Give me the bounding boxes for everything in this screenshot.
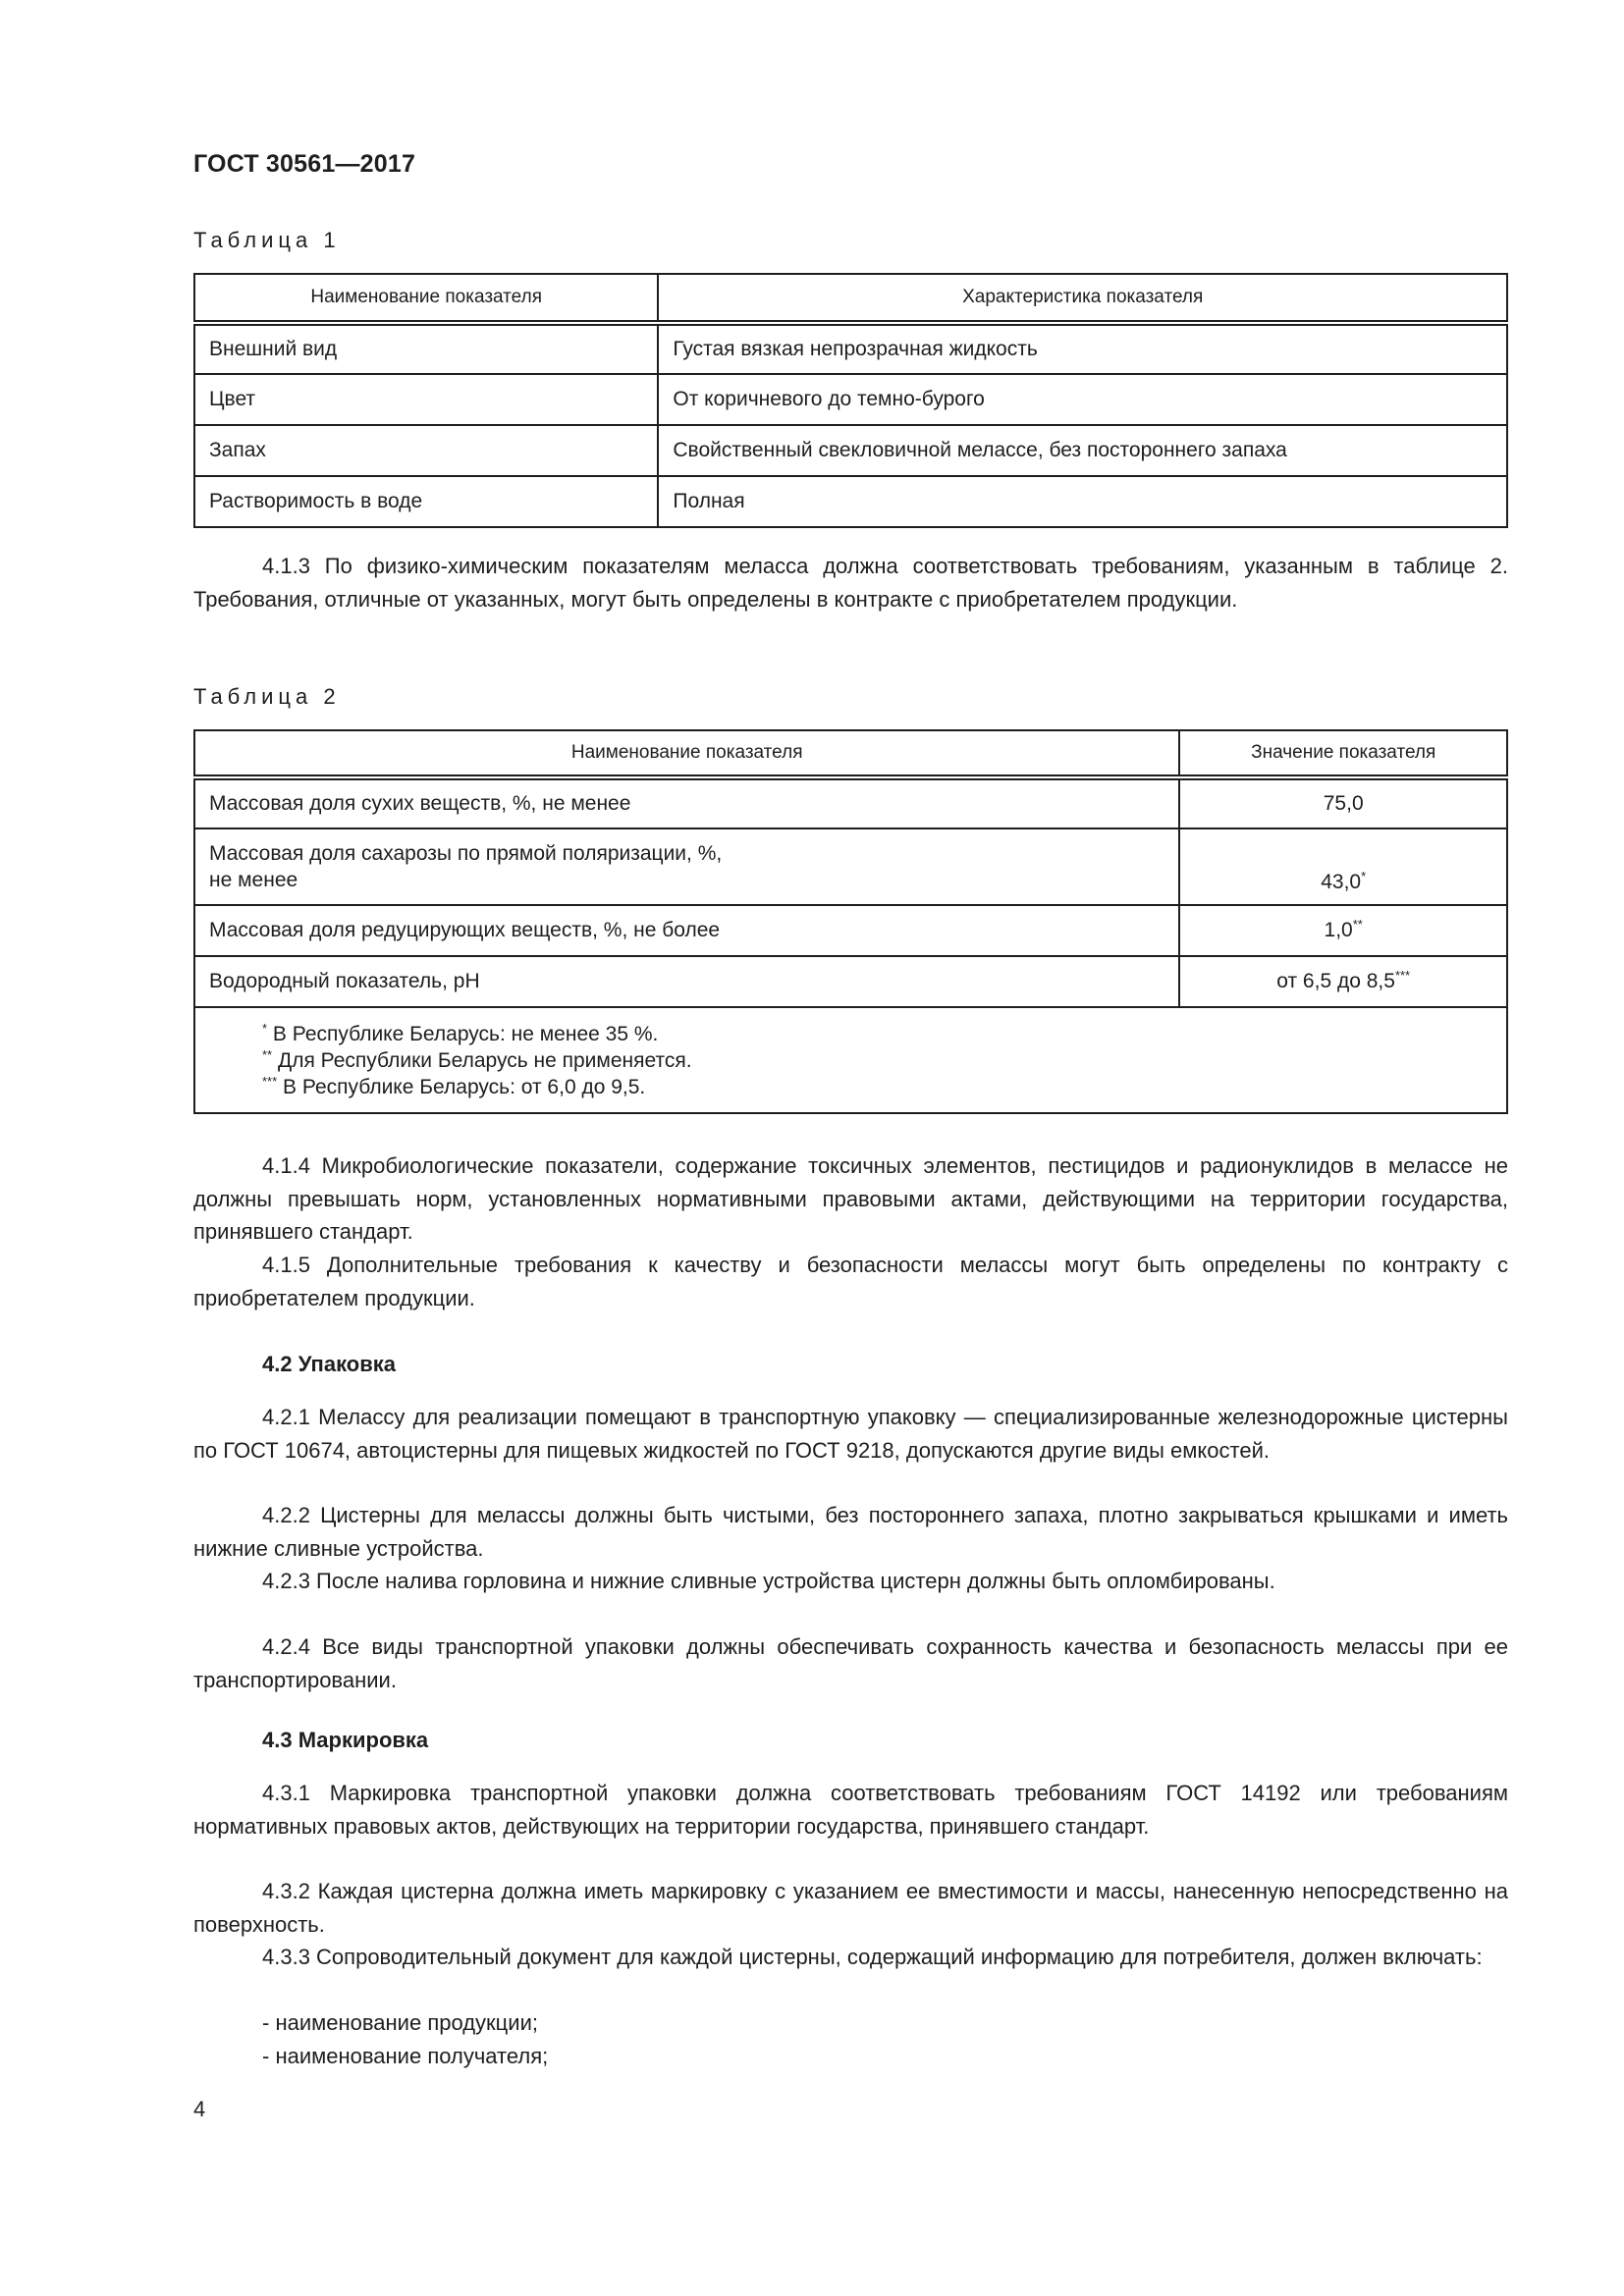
footnote-text: В Республике Беларусь: не менее 35 %. xyxy=(272,1022,659,1045)
table2-value-cell xyxy=(1179,828,1507,905)
paragraph-4-1-3 xyxy=(193,550,1508,615)
value-text: 1,0 xyxy=(1324,919,1353,941)
footnote-mark: ** xyxy=(1352,917,1363,932)
name-line: Массовая доля сахарозы по прямой поляризации, %, xyxy=(209,842,723,865)
table2-name-cell xyxy=(194,828,1179,905)
paragraph-text: 4.3.1 Маркировка транспортной упаковки должна соответствовать требованиям ГОСТ 14192 или требованиям нормативных правовых актов, действующих на территории государства, принявшего стандарт. xyxy=(193,1781,1508,1839)
page-number: 4 xyxy=(193,2097,206,2121)
section-heading-4-2: 4.2 Упаковка xyxy=(262,1352,396,1376)
table2-name-cell: Массовая доля сухих веществ, %, не менее xyxy=(194,777,1179,828)
table1-cell: Запах xyxy=(194,425,658,476)
document-title: ГОСТ 30561—2017 xyxy=(193,150,416,178)
name-line: не менее xyxy=(209,869,298,891)
table-row xyxy=(194,956,1507,1007)
paragraph-4-1-4 xyxy=(193,1149,1508,1249)
table1-header-characteristic: Характеристика показателя xyxy=(658,274,1507,323)
footnote xyxy=(262,1021,1492,1047)
value-text: 43,0 xyxy=(1321,871,1362,893)
paragraph-4-3-3 xyxy=(193,1941,1508,1974)
footnote-mark: *** xyxy=(1394,968,1411,983)
table2-header-value: Значение показателя xyxy=(1179,730,1507,777)
table2-name-cell: Массовая доля редуцирующих веществ, %, не более xyxy=(194,905,1179,956)
table-row xyxy=(194,323,1507,374)
footnote-text: В Республике Беларусь: от 6,0 до 9,5. xyxy=(283,1075,646,1098)
paragraph-text: 4.2.1 Мелассу для реализации помещают в транспортную упаковку — специализированные железнодорожные цистерны по ГОСТ 10674, автоцистерны для пищевых жидкостей по ГОСТ 9218, допускаются другие виды емкостей. xyxy=(193,1405,1508,1463)
table1-cell: Растворимость в воде xyxy=(194,476,658,527)
table2-footnotes-row xyxy=(194,1007,1507,1113)
value-text: 75,0 xyxy=(1323,792,1364,815)
footnote-mark: ** xyxy=(262,1046,273,1062)
table1-caption: Таблица 1 xyxy=(193,228,341,252)
table1-cell: От коричневого до темно-бурого xyxy=(658,374,1507,425)
table-row xyxy=(194,476,1507,527)
table2 xyxy=(193,729,1508,1114)
table2-name-cell: Водородный показатель, pH xyxy=(194,956,1179,1007)
table2-caption: Таблица 2 xyxy=(193,684,341,709)
paragraph-text: 4.1.4 Микробиологические показатели, содержание токсичных элементов, пестицидов и радионуклидов в мелассе не должны превышать норм, установленных нормативными правовыми актами, действующими на территории государства, принявшего стандарт. xyxy=(193,1153,1508,1244)
table2-value-cell xyxy=(1179,956,1507,1007)
table1-header-name: Наименование показателя xyxy=(194,274,658,323)
paragraph-4-3-1 xyxy=(193,1777,1508,1842)
table-row xyxy=(194,425,1507,476)
footnote xyxy=(262,1047,1492,1074)
paragraph-text: 4.1.5 Дополнительные требования к качеству и безопасности мелассы могут быть определены по контракту с приобретателем продукции. xyxy=(193,1253,1508,1310)
paragraph-text: 4.3.2 Каждая цистерна должна иметь маркировку с указанием ее вместимости и массы, нанесенную непосредственно на поверхность. xyxy=(193,1879,1508,1937)
paragraph-4-1-5 xyxy=(193,1249,1508,1314)
list-item: - наименование продукции; xyxy=(262,2010,538,2035)
footnote-mark: * xyxy=(262,1020,268,1036)
paragraph-text: 4.2.4 Все виды транспортной упаковки должны обеспечивать сохранность качества и безопасность мелассы при ее транспортировании. xyxy=(193,1634,1508,1692)
value-text: от 6,5 до 8,5 xyxy=(1276,970,1395,992)
table2-value-cell xyxy=(1179,777,1507,828)
footnote-mark: * xyxy=(1361,869,1367,883)
footnote-mark: *** xyxy=(262,1073,278,1089)
table1-cell: Густая вязкая непрозрачная жидкость xyxy=(658,323,1507,374)
table-row xyxy=(194,905,1507,956)
paragraph-text: 4.3.3 Сопроводительный документ для каждой цистерны, содержащий информацию для потребителя, должен включать: xyxy=(262,1945,1483,1969)
table1 xyxy=(193,273,1508,528)
table1-cell: Цвет xyxy=(194,374,658,425)
paragraph-text: 4.2.2 Цистерны для мелассы должны быть чистыми, без постороннего запаха, плотно закрываться крышками и иметь нижние сливные устройства. xyxy=(193,1503,1508,1561)
paragraph-4-2-4 xyxy=(193,1630,1508,1696)
table1-cell: Внешний вид xyxy=(194,323,658,374)
table-row xyxy=(194,777,1507,828)
table2-value-cell xyxy=(1179,905,1507,956)
paragraph-4-2-2 xyxy=(193,1499,1508,1565)
table1-cell: Свойственный свекловичной мелассе, без постороннего запаха xyxy=(658,425,1507,476)
paragraph-text: 4.2.3 После налива горловина и нижние сливные устройства цистерн должны быть опломбированы. xyxy=(262,1569,1275,1593)
paragraph-4-2-3 xyxy=(193,1565,1508,1598)
paragraph-text: 4.1.3 По физико-химическим показателям меласса должна соответствовать требованиям, указанным в таблице 2. Требования, отличные от указанных, могут быть определены в контракте с приобретателем продукции. xyxy=(193,554,1508,612)
table-row xyxy=(194,374,1507,425)
table2-footnotes xyxy=(194,1007,1507,1113)
list-item: - наименование получателя; xyxy=(262,2044,549,2068)
paragraph-4-2-1 xyxy=(193,1401,1508,1467)
footnote xyxy=(262,1074,1492,1100)
table1-cell: Полная xyxy=(658,476,1507,527)
paragraph-4-3-2 xyxy=(193,1875,1508,1941)
footnote-text: Для Республики Беларусь не применяется. xyxy=(277,1048,692,1072)
table-row xyxy=(194,828,1507,905)
table2-header-name: Наименование показателя xyxy=(194,730,1179,777)
section-heading-4-3: 4.3 Маркировка xyxy=(262,1728,429,1752)
